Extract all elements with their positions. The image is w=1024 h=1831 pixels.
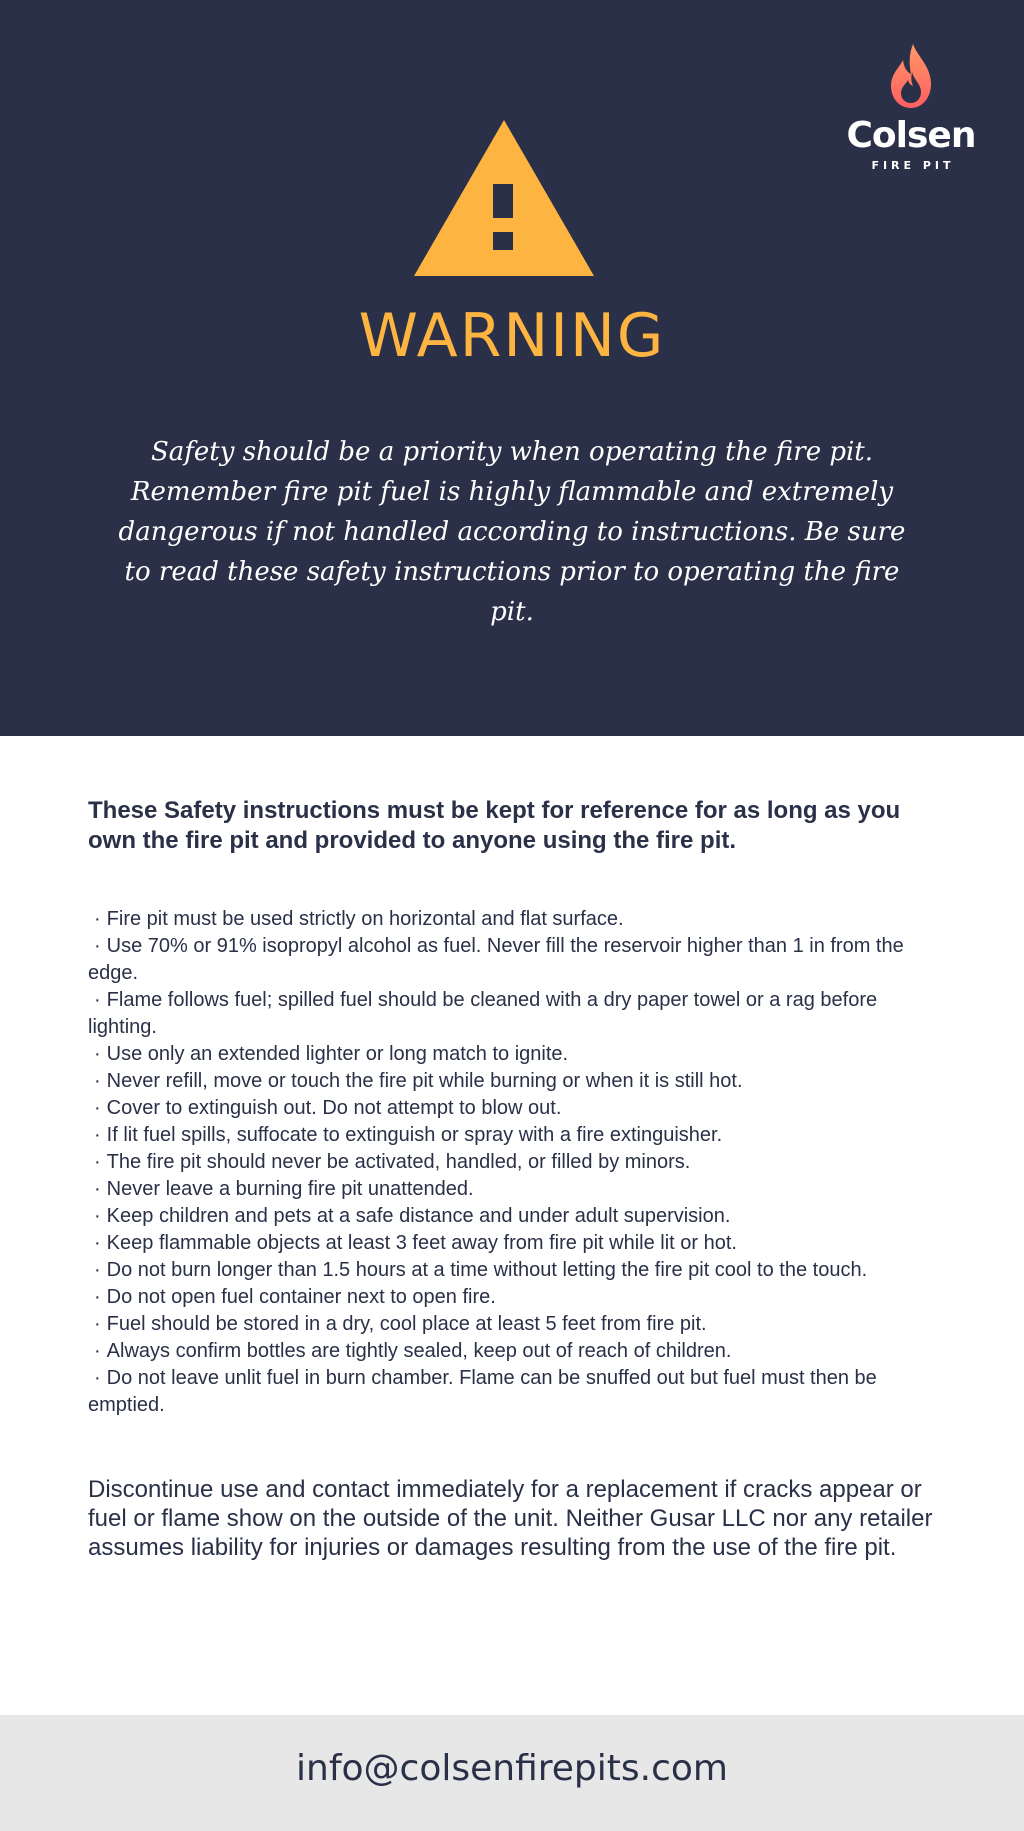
rule-text: Do not leave unlit fuel in burn chamber. Flame can be snuffed out but fuel must then be emptied. [88, 1367, 877, 1416]
rules-list [88, 906, 940, 1419]
rule-text: Never leave a burning fire pit unattended. [106, 1178, 474, 1200]
rule-item [88, 1041, 940, 1068]
warning-icon [412, 118, 596, 278]
bullet-dot: · [94, 1178, 101, 1200]
rule-text: Fuel should be stored in a dry, cool place at least 5 feet from fire pit. [106, 1313, 707, 1335]
rule-text: Cover to extinguish out. Do not attempt to blow out. [106, 1097, 562, 1119]
bullet-dot: · [94, 1286, 101, 1308]
bullet-dot: · [94, 1313, 101, 1335]
bullet-dot: · [94, 1151, 101, 1173]
rule-text: Use 70% or 91% isopropyl alcohol as fuel. Never fill the reservoir higher than 1 in from the edge. [88, 935, 904, 984]
rule-item [88, 987, 940, 1041]
rule-text: Always confirm bottles are tightly sealed, keep out of reach of children. [106, 1340, 732, 1362]
safety-instructions [88, 796, 940, 1562]
rule-item [88, 1122, 940, 1149]
bullet-dot: · [94, 1367, 101, 1389]
rule-text: Keep children and pets at a safe distance and under adult supervision. [106, 1205, 731, 1227]
footer [0, 1715, 1024, 1831]
intro-text: Safety should be a priority when operating the fire pit. Remember fire pit fuel is highly flammable and extremely dangerous if not handled according to instructions. Be sure to read these safety instructions prior to operating the fire pit. [118, 437, 906, 627]
closing-text: Discontinue use and contact immediately for a replacement if cracks appear or fuel or flame show on the outside of the unit. Neither Gusar LLC nor any retailer assumes liability for injuries or damages resulting from the use of the fire pit. [88, 1476, 933, 1561]
lead-text: These Safety instructions must be kept for reference for as long as you own the fire pit and provided to anyone using the fire pit. [88, 797, 901, 854]
rule-item [88, 906, 940, 933]
bullet-dot: · [94, 1232, 101, 1254]
warning-header [0, 0, 1024, 736]
brand-name: Colsen [846, 115, 976, 156]
bullet-dot: · [94, 1043, 101, 1065]
rule-text: Do not burn longer than 1.5 hours at a time without letting the fire pit cool to the touch. [106, 1259, 868, 1281]
rule-text: Keep flammable objects at least 3 feet away from fire pit while lit or hot. [106, 1232, 737, 1254]
rule-text: The fire pit should never be activated, handled, or filled by minors. [106, 1151, 691, 1173]
rule-item [88, 1338, 940, 1365]
rule-item [88, 1203, 940, 1230]
bullet-dot: · [94, 1124, 101, 1146]
bullet-dot: · [94, 989, 101, 1011]
bullet-dot: · [94, 1259, 101, 1281]
rule-item [88, 1095, 940, 1122]
brand-tagline: FIRE PIT [871, 159, 955, 172]
bullet-dot: · [94, 1205, 101, 1227]
rule-text: Flame follows fuel; spilled fuel should be cleaned with a dry paper towel or a rag before lighting. [88, 989, 878, 1038]
rule-item [88, 1284, 940, 1311]
bullet-dot: · [94, 1340, 101, 1362]
rule-item [88, 1365, 940, 1419]
bullet-dot: · [94, 1097, 101, 1119]
rule-item [88, 1311, 940, 1338]
rule-item [88, 933, 940, 987]
brand-logo [840, 42, 982, 172]
rule-text: Never refill, move or touch the fire pit while burning or when it is still hot. [106, 1070, 743, 1092]
rule-text: Do not open fuel container next to open fire. [106, 1286, 496, 1308]
rule-item [88, 1176, 940, 1203]
warning-title: WARNING [358, 301, 666, 371]
rule-item [88, 1149, 940, 1176]
bullet-dot: · [94, 1070, 101, 1092]
rule-item [88, 1068, 940, 1095]
bullet-dot: · [94, 935, 101, 957]
rule-text: If lit fuel spills, suffocate to extinguish or spray with a fire extinguisher. [106, 1124, 723, 1146]
rule-text: Fire pit must be used strictly on horizontal and flat surface. [106, 908, 624, 930]
contact-email-link[interactable]: info@colsenfirepits.com [296, 1748, 728, 1789]
bullet-dot: · [94, 908, 101, 930]
flame-icon [887, 42, 935, 110]
rule-text: Use only an extended lighter or long match to ignite. [106, 1043, 569, 1065]
rule-item [88, 1257, 940, 1284]
rule-item [88, 1230, 940, 1257]
